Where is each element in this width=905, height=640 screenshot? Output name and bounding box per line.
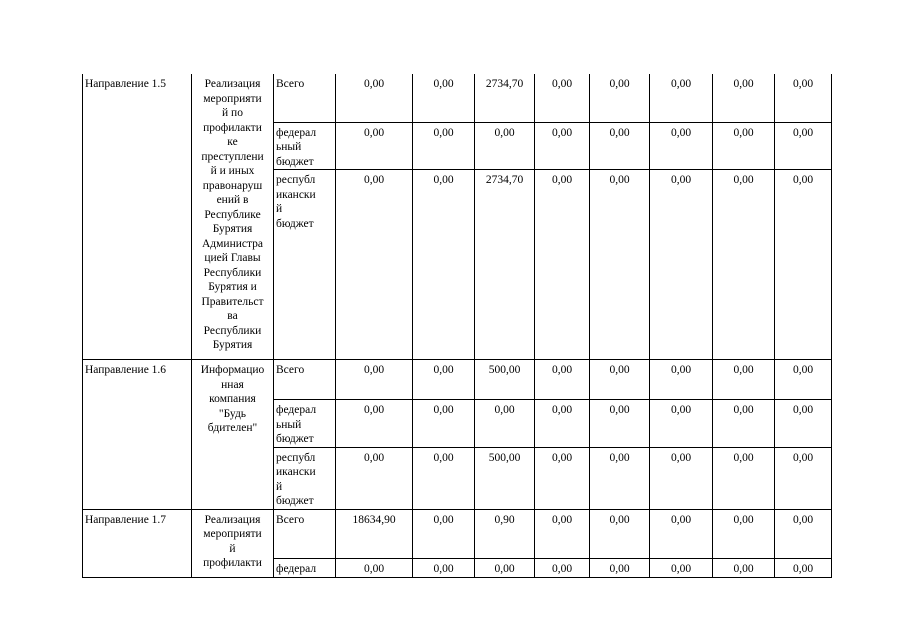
value-cell: 0,00 bbox=[535, 509, 590, 558]
value-cell: 0,00 bbox=[713, 360, 775, 400]
value-cell: 0,00 bbox=[336, 447, 413, 509]
value-cell: 0,00 bbox=[650, 360, 713, 400]
value-cell: 0,00 bbox=[650, 447, 713, 509]
value-cell: 0,00 bbox=[590, 170, 650, 360]
value-cell: 0,00 bbox=[713, 400, 775, 448]
direction-cell: Направление 1.5 bbox=[83, 74, 192, 360]
value-cell: 0,00 bbox=[413, 170, 475, 360]
activity-name-cell: Реализация мероприяти й профилакти bbox=[192, 509, 274, 577]
direction-cell: Направление 1.7 bbox=[83, 509, 192, 577]
value-cell: 0,00 bbox=[775, 447, 832, 509]
value-cell: 0,90 bbox=[475, 509, 535, 558]
value-cell: 0,00 bbox=[775, 400, 832, 448]
activity-name-cell: Информацио нная компания "Будь бдителен" bbox=[192, 360, 274, 510]
value-cell: 0,00 bbox=[590, 122, 650, 170]
value-cell: 0,00 bbox=[413, 360, 475, 400]
value-cell: 0,00 bbox=[336, 74, 413, 122]
value-cell: 0,00 bbox=[475, 122, 535, 170]
value-cell: 2734,70 bbox=[475, 74, 535, 122]
value-cell: 0,00 bbox=[336, 170, 413, 360]
table-row bbox=[83, 360, 832, 400]
value-cell: 0,00 bbox=[590, 360, 650, 400]
value-cell: 0,00 bbox=[650, 400, 713, 448]
funding-source-cell: Всего bbox=[274, 360, 336, 400]
value-cell: 0,00 bbox=[413, 558, 475, 577]
funding-source-cell: федерал ьный бюджет bbox=[274, 122, 336, 170]
funding-source-cell: республ икански й бюджет bbox=[274, 447, 336, 509]
value-cell: 0,00 bbox=[713, 170, 775, 360]
value-cell: 0,00 bbox=[590, 74, 650, 122]
value-cell: 0,00 bbox=[535, 360, 590, 400]
value-cell: 0,00 bbox=[713, 558, 775, 577]
value-cell: 2734,70 bbox=[475, 170, 535, 360]
value-cell: 0,00 bbox=[650, 74, 713, 122]
funding-source-cell: Всего bbox=[274, 74, 336, 122]
value-cell: 0,00 bbox=[775, 558, 832, 577]
table-row bbox=[83, 509, 832, 558]
funding-source-cell: Всего bbox=[274, 509, 336, 558]
table-row bbox=[83, 74, 832, 122]
value-cell: 0,00 bbox=[535, 170, 590, 360]
funding-source-cell: республ икански й бюджет bbox=[274, 170, 336, 360]
value-cell: 0,00 bbox=[475, 400, 535, 448]
value-cell: 0,00 bbox=[590, 447, 650, 509]
value-cell: 0,00 bbox=[535, 400, 590, 448]
value-cell: 0,00 bbox=[336, 360, 413, 400]
value-cell: 18634,90 bbox=[336, 509, 413, 558]
value-cell: 0,00 bbox=[535, 558, 590, 577]
value-cell: 0,00 bbox=[535, 122, 590, 170]
value-cell: 0,00 bbox=[775, 170, 832, 360]
value-cell: 0,00 bbox=[775, 122, 832, 170]
value-cell: 0,00 bbox=[713, 122, 775, 170]
value-cell: 0,00 bbox=[775, 74, 832, 122]
value-cell: 0,00 bbox=[713, 509, 775, 558]
value-cell: 500,00 bbox=[475, 360, 535, 400]
value-cell: 0,00 bbox=[775, 509, 832, 558]
value-cell: 0,00 bbox=[413, 122, 475, 170]
value-cell: 0,00 bbox=[413, 447, 475, 509]
value-cell: 0,00 bbox=[535, 447, 590, 509]
value-cell: 500,00 bbox=[475, 447, 535, 509]
direction-cell: Направление 1.6 bbox=[83, 360, 192, 510]
value-cell: 0,00 bbox=[650, 170, 713, 360]
value-cell: 0,00 bbox=[336, 122, 413, 170]
budget-table bbox=[82, 74, 832, 578]
value-cell: 0,00 bbox=[535, 74, 590, 122]
value-cell: 0,00 bbox=[590, 558, 650, 577]
value-cell: 0,00 bbox=[336, 558, 413, 577]
value-cell: 0,00 bbox=[650, 558, 713, 577]
activity-name-cell: Реализация мероприяти й по профилакти ке преступлени й и иных правонаруш ений в Республике Бурятия Администра цией Главы Республики Бурятия и Правительст ва Республики Бурятия bbox=[192, 74, 274, 360]
funding-source-cell: федерал bbox=[274, 558, 336, 577]
value-cell: 0,00 bbox=[590, 509, 650, 558]
value-cell: 0,00 bbox=[413, 400, 475, 448]
value-cell: 0,00 bbox=[590, 400, 650, 448]
value-cell: 0,00 bbox=[475, 558, 535, 577]
value-cell: 0,00 bbox=[650, 509, 713, 558]
value-cell: 0,00 bbox=[713, 447, 775, 509]
funding-source-cell: федерал ьный бюджет bbox=[274, 400, 336, 448]
value-cell: 0,00 bbox=[336, 400, 413, 448]
value-cell: 0,00 bbox=[413, 509, 475, 558]
value-cell: 0,00 bbox=[775, 360, 832, 400]
value-cell: 0,00 bbox=[713, 74, 775, 122]
value-cell: 0,00 bbox=[413, 74, 475, 122]
value-cell: 0,00 bbox=[650, 122, 713, 170]
